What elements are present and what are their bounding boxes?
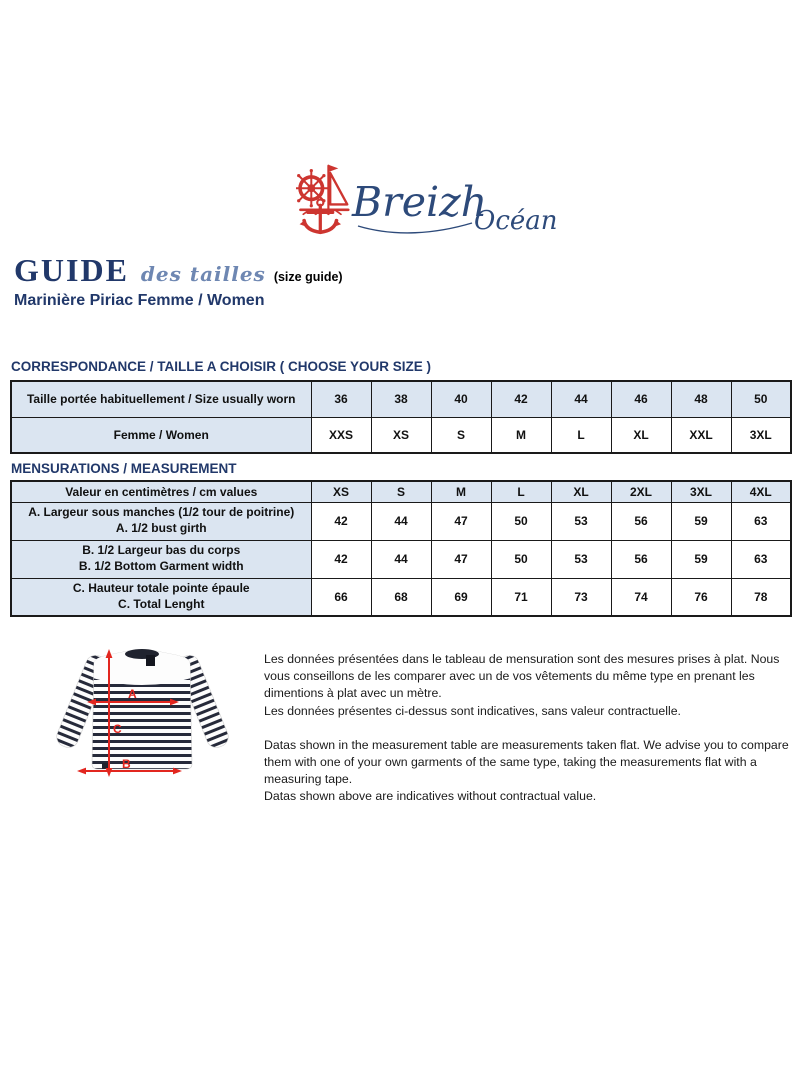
table-row xyxy=(11,578,791,616)
value-cell: 74 xyxy=(611,578,671,616)
value-cell: 42 xyxy=(311,540,371,578)
row-label xyxy=(11,578,311,616)
shirt-measurement-diagram xyxy=(50,640,238,805)
value-cell: 69 xyxy=(431,578,491,616)
measurements-heading: MENSURATIONS / MEASUREMENT xyxy=(11,461,237,476)
size-cell: 46 xyxy=(611,381,671,417)
size-cell: XXL xyxy=(671,417,731,453)
size-header: 3XL xyxy=(671,481,731,502)
size-cell: 3XL xyxy=(731,417,791,453)
table-row xyxy=(11,417,791,453)
row-label: Taille portée habituellement / Size usually worn xyxy=(11,381,311,417)
size-cell: 48 xyxy=(671,381,731,417)
size-cell: 38 xyxy=(371,381,431,417)
measure-label-a: A xyxy=(128,687,137,701)
table-header-row xyxy=(11,481,791,502)
note-en-measure: Datas shown in the measurement table are measurements taken flat. We advise you to compare them with one of your own garments of the same type, taking the measurements flat with a measuring tape. xyxy=(264,737,789,787)
measurements-table xyxy=(10,480,792,617)
guide-subtitle-fr: des tailles xyxy=(140,262,266,286)
anchor-wheel-sailboat-icon xyxy=(296,160,350,238)
row-label: Femme / Women xyxy=(11,417,311,453)
value-cell: 59 xyxy=(671,502,731,540)
brand-name-first: Breizh xyxy=(352,178,488,226)
shirt-collar-label xyxy=(146,655,155,666)
size-header: 2XL xyxy=(611,481,671,502)
size-cell: 40 xyxy=(431,381,491,417)
value-cell: 50 xyxy=(491,502,551,540)
size-header: L xyxy=(491,481,551,502)
row-label-en: B. 1/2 Bottom Garment width xyxy=(78,559,244,573)
value-cell: 47 xyxy=(431,502,491,540)
value-cell: 44 xyxy=(371,502,431,540)
size-cell: XXS xyxy=(311,417,371,453)
value-cell: 63 xyxy=(731,502,791,540)
size-header: 4XL xyxy=(731,481,791,502)
header-label: Valeur en centimètres / cm values xyxy=(11,481,311,502)
correspondence-heading: CORRESPONDANCE / TAILLE A CHOISIR ( CHOOSE YOUR SIZE ) xyxy=(11,359,432,374)
row-label xyxy=(11,540,311,578)
brand-logo xyxy=(296,160,568,246)
measure-label-b: B xyxy=(122,757,131,771)
table-row xyxy=(11,540,791,578)
row-label-fr: A. Largeur sous manches (1/2 tour de poitrine) xyxy=(28,505,295,520)
note-fr-measure: Les données présentées dans le tableau de mensuration sont des mesures prises à plat. Nous vous conseillons de les comparer avec un de vos vêtements du même type en prenant les dimentions à plat avec un mètre. xyxy=(264,652,780,701)
size-header: M xyxy=(431,481,491,502)
value-cell: 53 xyxy=(551,502,611,540)
value-cell: 71 xyxy=(491,578,551,616)
value-cell: 63 xyxy=(731,540,791,578)
value-cell: 66 xyxy=(311,578,371,616)
value-cell: 53 xyxy=(551,540,611,578)
size-cell: M xyxy=(491,417,551,453)
measure-label-c: C xyxy=(113,722,122,736)
size-cell: S xyxy=(431,417,491,453)
page-heading xyxy=(14,252,343,310)
size-header: S xyxy=(371,481,431,502)
row-label-fr: B. 1/2 Largeur bas du corps xyxy=(82,543,241,558)
brand-name-second: Océan xyxy=(474,206,558,236)
product-title: Marinière Piriac Femme / Women xyxy=(14,292,265,309)
value-cell: 59 xyxy=(671,540,731,578)
table-row xyxy=(11,381,791,417)
size-cell: 42 xyxy=(491,381,551,417)
value-cell: 44 xyxy=(371,540,431,578)
guide-subtitle-en: (size guide) xyxy=(273,270,343,284)
value-cell: 56 xyxy=(611,502,671,540)
value-cell: 76 xyxy=(671,578,731,616)
notes-block xyxy=(264,651,798,806)
guide-title-line xyxy=(14,252,343,289)
size-header: XS xyxy=(311,481,371,502)
row-label xyxy=(11,502,311,540)
value-cell: 50 xyxy=(491,540,551,578)
value-cell: 56 xyxy=(611,540,671,578)
value-cell: 68 xyxy=(371,578,431,616)
paragraph-gap xyxy=(264,720,798,737)
size-cell: XL xyxy=(611,417,671,453)
note-fr-disclaimer: Les données présentes ci-dessus sont indicatives, sans valeur contractuelle. xyxy=(264,703,681,718)
value-cell: 47 xyxy=(431,540,491,578)
note-en-disclaimer: Datas shown above are indicatives without contractual value. xyxy=(264,789,597,804)
row-label-fr: C. Hauteur totale pointe épaule xyxy=(72,581,250,596)
row-label-en: A. 1/2 bust girth xyxy=(115,521,207,535)
row-label-en: C. Total Lenght xyxy=(118,596,205,611)
size-cell: XS xyxy=(371,417,431,453)
value-cell: 78 xyxy=(731,578,791,616)
size-header: XL xyxy=(551,481,611,502)
size-cell: 50 xyxy=(731,381,791,417)
guide-title: GUIDE xyxy=(14,252,129,288)
correspondence-table xyxy=(10,380,792,454)
value-cell: 42 xyxy=(311,502,371,540)
size-cell: 44 xyxy=(551,381,611,417)
size-cell: L xyxy=(551,417,611,453)
table-row xyxy=(11,502,791,540)
size-cell: 36 xyxy=(311,381,371,417)
value-cell: 73 xyxy=(551,578,611,616)
brand-wordmark xyxy=(350,166,568,246)
